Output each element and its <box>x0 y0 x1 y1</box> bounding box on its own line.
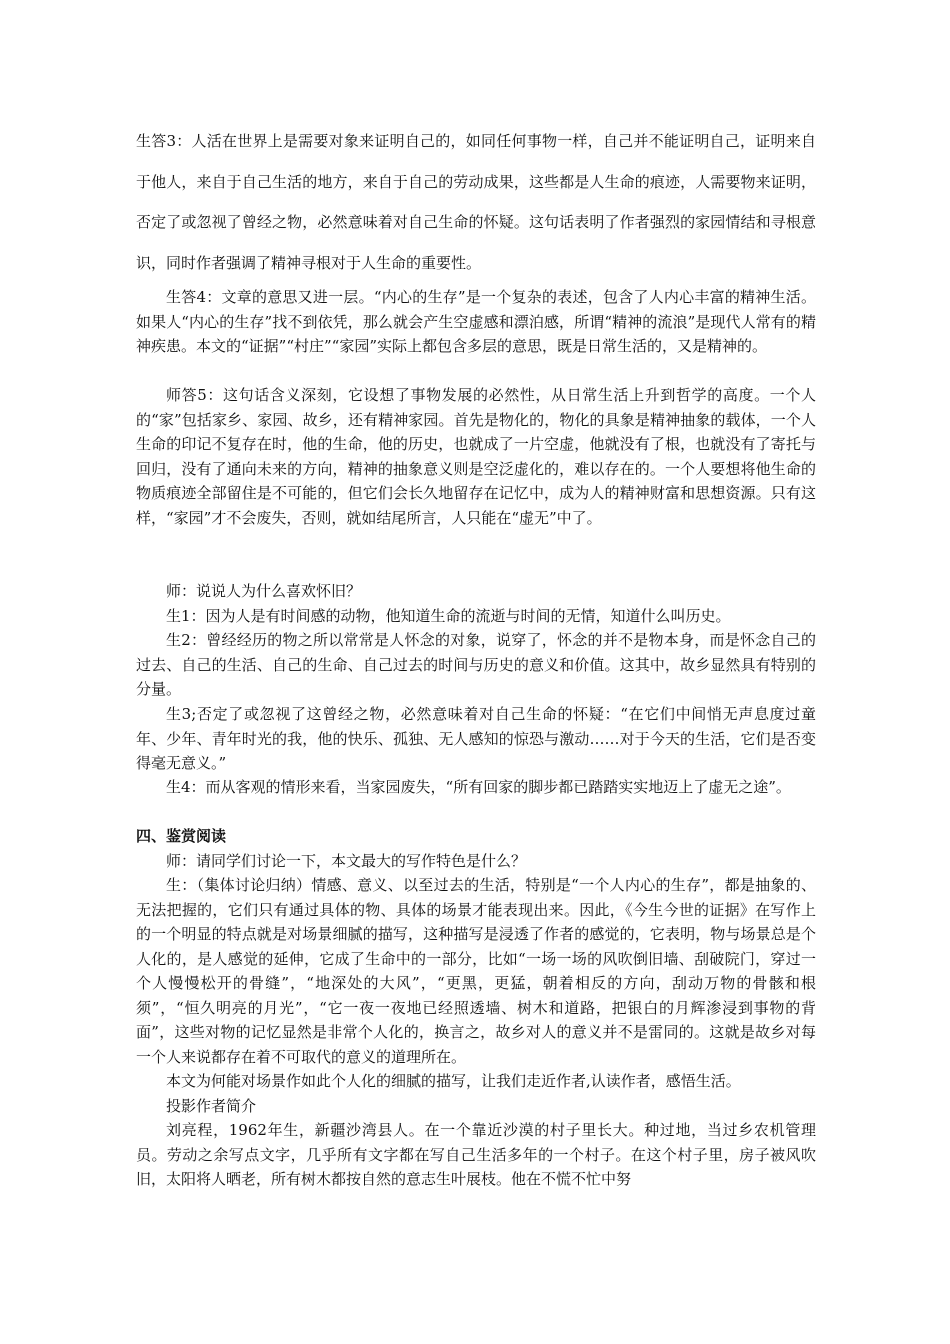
paragraph-projection-label: 投影作者简介 <box>166 1097 257 1115</box>
paragraph-author-intro: 刘亮程，1962年生，新疆沙湾县人。在一个靠近沙漠的村子里长大。种过地，当过乡农机管理员。劳动之余写点文字，几乎所有文字都在写自己生活多年的一个村子。在这个村子里，房子被风吹旧，太阳将人晒老，所有树木都按自然的意志生叶展枝。他在不慌不忙中努 <box>136 1121 816 1188</box>
paragraph-teacher-question: 师：说说人为什么喜欢怀旧？ <box>166 582 362 600</box>
paragraph-student-4: 生4：而从客观的情形来看，当家园废失，“所有回家的脚步都已踏踏实实地迈上了虚无之途”。 <box>166 778 791 796</box>
paragraph-teacher-answer-5: 师答5：这句话含义深刻，它设想了事物发展的必然性，从日常生活上升到哲学的高度。一个人的“家”包括家乡、家园、故乡，还有精神家园。首先是物化的，物化的具象是精神抽象的载体，一个人生命的印记不复存在时，他的生命，他的历史，也就成了一片空虚，他就没有了根，也就没有了寄托与回归，没有了通向未来的方向，精神的抽象意义则是空泛虚化的，难以存在的。一个人要想将他生命的物质痕迹全部留住是不可能的，但它们会长久地留存在记忆中，成为人的精神财富和思想资源。只有这样，“家园”才不会废失，否则，就如结尾所言，人只能在“虚无”中了。 <box>136 386 816 527</box>
paragraph-transition: 本文为何能对场景作如此个人化的细腻的描写，让我们走近作者,认读作者，感悟生活。 <box>166 1072 741 1090</box>
section-heading-appreciation: 四、鉴赏阅读 <box>136 827 227 845</box>
paragraph-student-answer-4: 生答4：文章的意思又进一层。“内心的生存”是一个复杂的表述，包含了人内心丰富的精神生活。如果人“内心的生存”找不到依凭，那么就会产生空虚感和漂泊感，所谓“精神的流浪”是现代人常有的精神疾患。本文的“证据”“村庄”“家园”实际上都包含多层的意思，既是日常生活的，又是精神的。 <box>136 288 816 355</box>
paragraph-student-answer-3: 生答3：人活在世界上是需要对象来证明自己的，如同任何事物一样，自己并不能证明自己，证明来自于他人，来自于自己生活的地方，来自于自己的劳动成果，这些都是人生命的痕迹，人需要物来证明，否定了或忽视了曾经之物，必然意味着对自己生命的怀疑。这句话表明了作者强烈的家园情结和寻根意识，同时作者强调了精神寻根对于人生命的重要性。 <box>136 132 816 272</box>
paragraph-student-2: 生2：曾经经历的物之所以常常是人怀念的对象，说穿了，怀念的并不是物本身，而是怀念自己的过去、自己的生活、自己的生命、自己过去的时间与历史的意义和价值。这其中，故乡显然具有特别的分量。 <box>136 631 816 698</box>
paragraph-student-1: 生1：因为人是有时间感的动物，他知道生命的流逝与时间的无情，知道什么叫历史。 <box>166 607 731 625</box>
paragraph-student-3: 生3;否定了或忽视了这曾经之物，必然意味着对自己生命的怀疑：“在它们中间悄无声息度过童年、少年、青年时光的我，他的快乐、孤独、无人感知的惊恐与激动……对于今天的生活，它们是否变得毫无意义。” <box>136 705 816 772</box>
paragraph-teacher-discussion: 师：请同学们讨论一下，本文最大的写作特色是什么？ <box>166 852 527 870</box>
paragraph-student-group-answer: 生：（集体讨论归纳）情感、意义、以至过去的生活，特别是“一个人内心的生存”，都是抽象的、无法把握的，它们只有通过具体的物、具体的场景才能表现出来。因此，《今生今世的证据》在写作上的一个明显的特点就是对场景细腻的描写，这种描写是浸透了作者的感觉的，它表明，物与场景总是个人化的，是人感觉的延伸，它成了生命中的一部分，比如“一场一场的风吹倒旧墙、刮破院门，穿过一个人慢慢松开的骨缝”，“地深处的大风”，“更黑，更猛，朝着相反的方向，刮动万物的骨骸和根须”，“恒久明亮的月光”，“它一夜一夜地已经照透墙、树木和道路，把银白的月辉渗浸到事物的背面”，这些对物的记忆显然是非常个人化的，换言之，故乡对人的意义并不是雷同的。这就是故乡对每一个人来说都存在着不可取代的意义的道理所在。 <box>136 876 816 1066</box>
